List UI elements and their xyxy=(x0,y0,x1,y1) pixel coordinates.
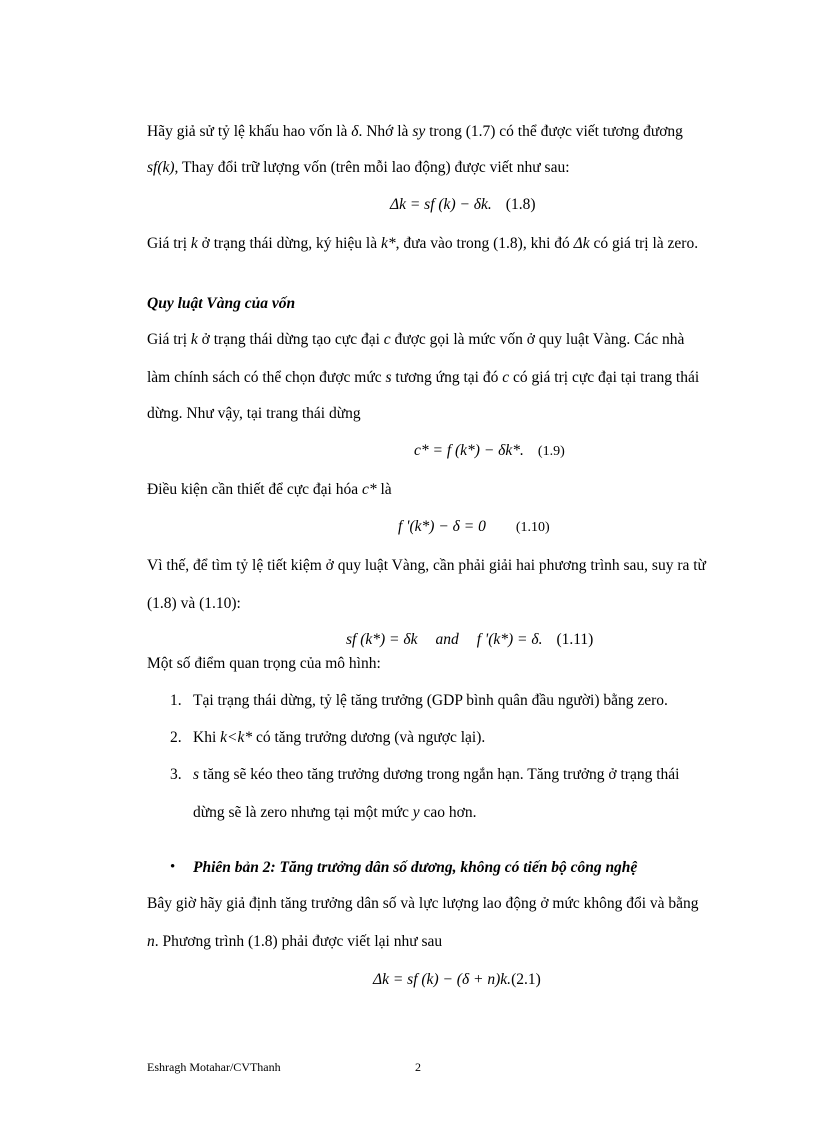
paragraph-line xyxy=(147,482,392,498)
paragraph-line xyxy=(147,370,699,386)
paragraph-line xyxy=(147,124,683,140)
list-item: Tại trạng thái dừng, tỷ lệ tăng trưởng (GDP bình quân đầu người) bằng zero. xyxy=(193,692,668,709)
symbol-k-less-kstar: k<k* xyxy=(220,729,253,746)
text-run: Khi xyxy=(193,729,221,746)
equation-body: Δk = sf (k) − (δ + n)k. xyxy=(373,971,512,988)
symbol-k: k xyxy=(190,235,198,252)
symbol-sfk: sf(k) xyxy=(147,159,175,176)
footer-author: Eshragh Motahar/CVThanh xyxy=(147,1060,281,1074)
list-number: 3. xyxy=(170,766,182,783)
symbol-k: k xyxy=(190,331,198,348)
paragraph-line xyxy=(147,934,442,950)
text-run: được gọi là mức vốn ở quy luật Vàng. Các nhà xyxy=(390,331,685,348)
symbol-s: s xyxy=(385,369,392,386)
text-run: có giá trị cực đại tại trang thái xyxy=(509,369,700,386)
list-number: 2. xyxy=(170,729,182,746)
text-run: Giá trị xyxy=(147,331,191,348)
text-run: . Phương trình (1.8) phải được viết lại như sau xyxy=(154,933,443,950)
text-run: dừng sẽ là zero nhưng tại một mức xyxy=(193,804,413,821)
bullet-icon: • xyxy=(170,859,176,875)
text-run: là xyxy=(376,481,392,498)
symbol-y: y xyxy=(412,804,420,821)
equation-body: f '(k*) − δ = 0 xyxy=(398,518,486,535)
page-number: 2 xyxy=(415,1060,421,1074)
paragraph-line: dừng. Như vậy, tại trang thái dừng xyxy=(147,405,361,422)
equation-number: (1.11) xyxy=(556,631,594,648)
equation-number: (1.8) xyxy=(505,196,536,213)
text-run: , Thay đổi trữ lượng vốn (trên mỗi lao động) được viết như sau: xyxy=(174,159,570,176)
equation-body: sf (k*) = δk xyxy=(346,631,418,648)
text-run: tăng sẽ kéo theo tăng trưởng dương trong ngắn hạn. Tăng trưởng ở trạng thái xyxy=(199,766,680,783)
text-run: ở trạng thái dừng tạo cực đại xyxy=(197,331,384,348)
symbol-cstar: c* xyxy=(361,481,377,498)
symbol-delta: δ xyxy=(351,123,359,140)
list-number: 1. xyxy=(170,692,182,709)
paragraph-line: (1.8) và (1.10): xyxy=(147,595,241,612)
text-run: Hãy giả sử tỷ lệ khấu hao vốn là xyxy=(147,123,352,140)
equation-body: Δk = sf (k) − δk. xyxy=(390,196,492,213)
equation-1-8 xyxy=(390,196,535,214)
paragraph-line xyxy=(147,332,684,348)
text-run: Điều kiện cần thiết để cực đại hóa xyxy=(147,481,362,498)
text-run: có tăng trưởng dương (và ngược lại). xyxy=(252,729,486,746)
paragraph-line xyxy=(147,160,570,176)
symbol-c: c xyxy=(383,331,391,348)
equation-body: c* = f (k*) − δk*. xyxy=(414,442,524,459)
text-run: , đưa vào trong (1.8), khi đó xyxy=(395,235,574,252)
paragraph-line xyxy=(147,236,698,252)
version-heading: Phiên bản 2: Tăng trưởng dân số dương, không có tiến bộ công nghệ xyxy=(193,859,638,876)
paragraph-line: Một số điểm quan trọng của mô hình: xyxy=(147,655,381,672)
list-item-continuation xyxy=(193,804,477,822)
paragraph-line: Vì thế, để tìm tỷ lệ tiết kiệm ở quy luật Vàng, cần phải giải hai phương trình sau, suy ra từ xyxy=(147,557,706,574)
symbol-c: c xyxy=(502,369,510,386)
list-item xyxy=(193,766,679,784)
text-run: . Nhớ là xyxy=(358,123,413,140)
text-run: cao hơn. xyxy=(419,804,477,821)
list-item xyxy=(193,729,485,747)
symbol-dk: Δk xyxy=(573,235,590,252)
text-run: ở trạng thái dừng, ký hiệu là xyxy=(197,235,381,252)
symbol-kstar: k* xyxy=(380,235,396,252)
equation-2-1 xyxy=(373,971,541,989)
equation-body: f '(k*) = δ. xyxy=(476,631,543,648)
equation-1-11 xyxy=(346,631,593,649)
section-heading: Quy luật Vàng của vốn xyxy=(147,295,296,312)
equation-and: and xyxy=(435,631,459,648)
text-run: có giá trị là zero. xyxy=(589,235,699,252)
symbol-s: s xyxy=(193,766,200,783)
equation-1-10 xyxy=(398,518,550,536)
symbol-n: n xyxy=(147,933,155,950)
symbol-sy: sy xyxy=(412,123,426,140)
text-run: Giá trị xyxy=(147,235,191,252)
equation-number: (1.9) xyxy=(537,444,565,459)
equation-1-9 xyxy=(414,442,565,460)
equation-number: (1.10) xyxy=(515,520,550,535)
equation-number: (2.1) xyxy=(511,971,541,988)
paragraph-line: Bây giờ hãy giả định tăng trưởng dân số và lực lượng lao động ở mức không đổi và bằng xyxy=(147,895,699,912)
text-run: làm chính sách có thể chọn được mức xyxy=(147,369,386,386)
text-run: tương ứng tại đó xyxy=(391,369,503,386)
text-run: trong (1.7) có thể được viết tương đương xyxy=(425,123,683,140)
